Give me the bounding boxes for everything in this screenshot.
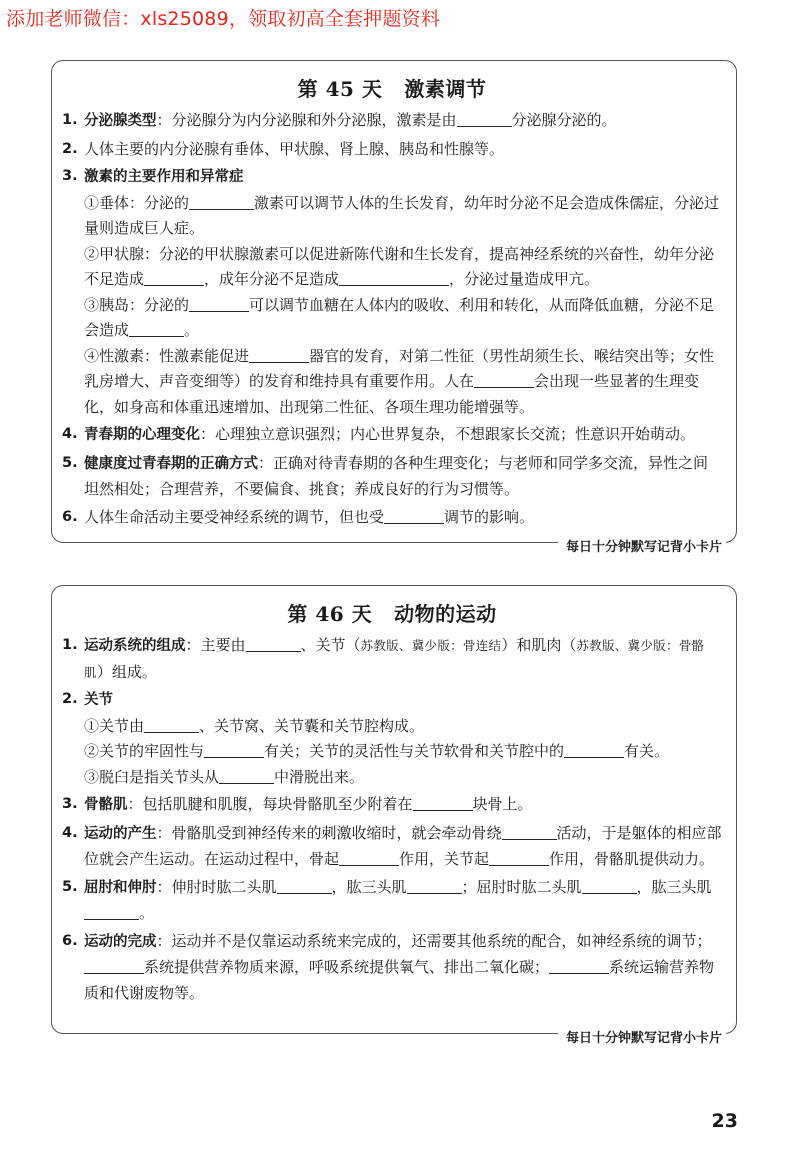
fill-blank[interactable] <box>277 877 332 894</box>
item-text: 有关；关节的灵活性与关节软骨和关节腔中的 <box>264 742 565 760</box>
fill-blank[interactable] <box>339 849 399 866</box>
item-number: 4. <box>62 426 78 442</box>
item-text: 作用，关节起 <box>399 850 490 868</box>
item-number: 3. <box>62 796 78 812</box>
item-number: 3. <box>62 168 78 184</box>
fill-blank[interactable] <box>246 635 301 652</box>
item-number: 1. <box>62 637 78 653</box>
item-text: 中滑脱出来。 <box>274 767 365 786</box>
item-text: 人体生命活动主要受神经系统的调节，但也受 <box>84 507 385 526</box>
item-text: ）组成。 <box>96 662 157 681</box>
item-text: ③脱臼是指关节头从 <box>84 767 220 786</box>
item-text: 会出现一些显著的生理变化，如身高和体重迅速增加、出现第二性征、各项生理功能增强等。 <box>84 372 700 416</box>
fill-blank[interactable] <box>189 193 254 210</box>
sub-item <box>84 739 722 765</box>
edition-note: 苏教版、冀少版：骨连结 <box>360 638 502 653</box>
item-text: ④性激素：性激素能促进 <box>84 346 250 365</box>
fill-blank[interactable] <box>474 371 534 388</box>
item-number: 2. <box>62 140 78 157</box>
item-text: 激素可以调节人体的生长发育，幼年时分泌不足会造成侏儒症，分泌过量则造成巨人症。 <box>84 193 720 237</box>
item-text: ）和肌肉（ <box>501 636 577 654</box>
fill-blank[interactable] <box>189 295 249 312</box>
item-text: ①关节由 <box>84 716 145 735</box>
fill-blank[interactable] <box>582 877 637 894</box>
item-text: ②关节的牢固性与 <box>84 742 205 760</box>
item-text: 分泌腺分泌的。 <box>511 111 617 129</box>
item-number: 6. <box>62 932 78 949</box>
page-number: 23 <box>711 1110 738 1132</box>
card-title <box>62 598 722 627</box>
study-card-day-45 <box>51 60 737 555</box>
sub-item <box>84 344 722 421</box>
card-title <box>62 73 722 102</box>
item-text: 可以调节血糖在人体内的吸收、利用和转化，从而降低血糖，分泌不足会造成 <box>84 295 715 339</box>
card-footer: 每日十分钟默写记背小卡片 <box>558 536 726 555</box>
card-day: 第 46 天 <box>287 602 373 626</box>
item-text: ：主要由 <box>185 636 246 654</box>
item-text: 。 <box>139 904 155 922</box>
list-item <box>62 929 722 1007</box>
item-text: ，肱三头肌 <box>331 877 407 896</box>
fill-blank[interactable] <box>489 849 549 866</box>
item-text: ：正确对待青春期的各种生理变化；与老师和同学多交流，异性之间坦然相处；合理营养，不要偏食、挑食；养成良好的行为习惯等。 <box>84 453 709 498</box>
item-text: ：心理独立意识强烈；内心世界复杂，不想跟家长交流；性意识开始萌动。 <box>200 425 696 443</box>
item-number: 1. <box>62 112 78 128</box>
item-text: 系统运输营养物质和代谢废物等。 <box>84 958 715 1002</box>
item-label: 骨骼肌 <box>84 797 128 813</box>
item-text: 调节的影响。 <box>444 507 535 526</box>
card-day: 第 45 天 <box>297 77 383 101</box>
sub-item <box>84 191 722 242</box>
sub-item <box>84 293 722 344</box>
fill-blank[interactable] <box>457 110 512 127</box>
item-label: 运动的产生 <box>84 825 157 842</box>
item-text: 、关节（ <box>300 636 361 654</box>
item-text: 人体主要的内分泌腺有垂体、甲状腺、肾上腺、胰岛和性腺等。 <box>84 139 505 158</box>
fill-blank[interactable] <box>339 269 449 286</box>
item-text: ：分泌腺分为内分泌腺和外分泌腺，激素是由 <box>156 111 457 129</box>
item-text: ，肱三头肌 <box>636 877 712 896</box>
edition-note: 苏教版、冀少版：骨骼肌 <box>84 638 705 680</box>
fill-blank[interactable] <box>384 507 444 524</box>
item-text: 器官的发育，对第二性征（男性胡须生长、喉结突出等；女性乳房增大、声音变细等）的发育和维持具有重要作用。人在 <box>84 346 715 390</box>
item-number: 2. <box>62 691 78 707</box>
item-label: 运动系统的组成 <box>84 638 186 654</box>
item-text: ，分泌过量造成甲亢。 <box>449 270 600 288</box>
item-label: 分泌腺类型 <box>84 113 157 129</box>
fill-blank[interactable] <box>204 741 264 758</box>
fill-blank[interactable] <box>413 794 473 811</box>
list-item <box>62 451 722 503</box>
list-item <box>62 108 722 135</box>
item-label: 激素的主要作用和异常症 <box>84 169 244 185</box>
item-text: 、关节窝、关节囊和关节腔构成。 <box>199 716 425 735</box>
item-text: ：骨骼肌受到神经传来的刺激收缩时，就会牵动骨绕 <box>156 823 502 842</box>
item-text: 系统提供营养物质来源，呼吸系统提供氧气、排出二氧化碳； <box>144 958 550 976</box>
item-label: 健康度过青春期的正确方式 <box>84 455 258 472</box>
item-label: 青春期的心理变化 <box>84 427 200 443</box>
item-number: 6. <box>62 508 78 525</box>
item-text: 有关。 <box>624 742 670 760</box>
fill-blank[interactable] <box>502 823 557 840</box>
fill-blank[interactable] <box>84 903 139 920</box>
item-number: 5. <box>62 454 78 471</box>
item-text: ②甲状腺：分泌的甲状腺激素可以促进新陈代谢和生长发育，提高神经系统的兴奋性，幼年分泌不足造成 <box>84 244 715 288</box>
item-label: 关节 <box>84 692 113 708</box>
sub-item <box>84 765 722 791</box>
item-text: ：运动并不是仅靠运动系统来完成的，还需要其他系统的配合，如神经系统的调节； <box>156 931 712 950</box>
item-text: ，成年分泌不足造成 <box>204 270 340 288</box>
fill-blank[interactable] <box>564 741 624 758</box>
list-item <box>62 687 722 790</box>
sub-item <box>84 242 722 293</box>
fill-blank[interactable] <box>84 957 144 974</box>
item-number: 5. <box>62 878 78 895</box>
list-item <box>62 875 722 927</box>
item-text: 活动，于是躯体的相应部位就会产生运动。在运动过程中，骨起 <box>84 823 722 868</box>
list-item <box>62 164 722 420</box>
card-footer: 每日十分钟默写记背小卡片 <box>558 1027 726 1046</box>
study-card-day-46 <box>51 585 737 1046</box>
item-text: 作用，骨骼肌提供动力。 <box>549 850 715 868</box>
list-item <box>62 422 722 449</box>
item-text: ③胰岛：分泌的 <box>84 295 190 314</box>
sub-item <box>84 714 722 740</box>
item-label: 运动的完成 <box>84 933 157 950</box>
list-item <box>62 633 722 685</box>
item-text: 。 <box>184 321 200 339</box>
item-label: 屈肘和伸肘 <box>84 879 157 896</box>
fill-blank[interactable] <box>129 320 184 337</box>
item-number: 4. <box>62 824 78 841</box>
item-text: ；屈肘时肱二头肌 <box>461 877 582 896</box>
fill-blank[interactable] <box>219 767 274 784</box>
item-text: 块骨上。 <box>472 795 533 813</box>
item-text: ：包括肌腱和肌腹，每块骨骼肌至少附着在 <box>127 795 413 813</box>
fill-blank[interactable] <box>249 346 309 363</box>
item-text: ①垂体：分泌的 <box>84 193 190 212</box>
fill-blank[interactable] <box>549 957 609 974</box>
fill-blank[interactable] <box>144 269 204 286</box>
card-topic: 激素调节 <box>404 77 487 101</box>
watermark-text: 添加老师微信：xls25089，领取初高全套押题资料 <box>6 8 441 30</box>
fill-blank[interactable] <box>407 877 462 894</box>
list-item <box>62 792 722 819</box>
item-text: ：伸肘时肱二头肌 <box>156 877 277 896</box>
fill-blank[interactable] <box>144 716 199 733</box>
list-item <box>62 821 722 873</box>
list-item <box>62 505 722 531</box>
list-item <box>62 137 722 163</box>
card-topic: 动物的运动 <box>394 602 497 626</box>
